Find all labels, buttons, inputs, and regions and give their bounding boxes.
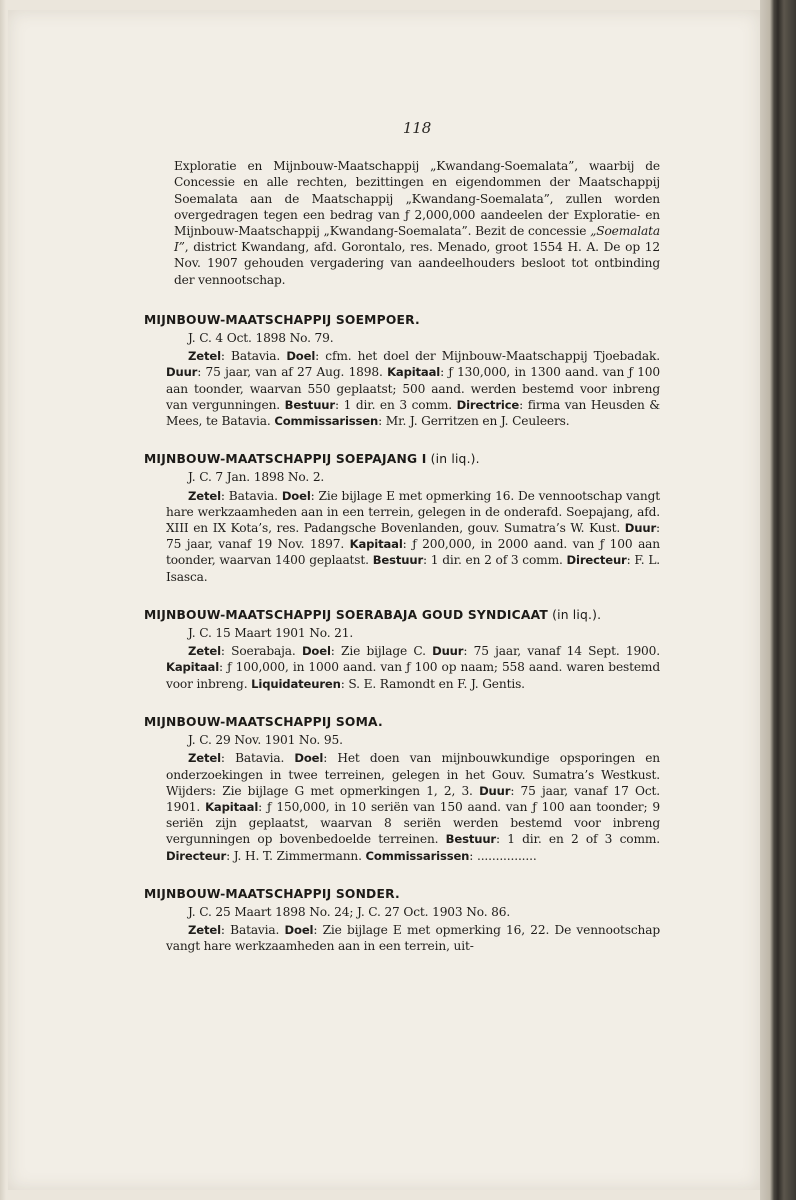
- entry-soma: [144, 714, 660, 864]
- entry-title-main: MIJNBOUW-MAATSCHAPPIJ SOERABAJA GOUD SYNDICAAT: [144, 607, 548, 622]
- entry-jc-reference: J. C. 25 Maart 1898 No. 24; J. C. 27 Oct. 1903 No. 86.: [188, 904, 511, 919]
- label-doel: Doel: [281, 488, 311, 503]
- value-zetel: : Batavia.: [220, 349, 287, 364]
- page-number: 118: [402, 119, 432, 137]
- entry-jc-reference: J. C. 29 Nov. 1901 No. 95.: [188, 733, 343, 748]
- label-zetel: Zetel: [188, 751, 221, 766]
- value-bestuur: : 1 dir. en 2 of 3 comm.: [423, 553, 567, 568]
- entry-soempoer: [144, 312, 661, 429]
- entry-jc-reference: J. C. 7 Jan. 1898 No. 2.: [188, 470, 325, 485]
- entry-title: MIJNBOUW-MAATSCHAPPIJ SOMA.: [144, 714, 383, 729]
- value-duur: : 75 jaar, vanaf 19 Nov. 1897.: [166, 521, 660, 552]
- value-commissarissen: : ................: [469, 848, 537, 863]
- label-bestuur: Bestuur: [445, 832, 496, 847]
- page-content: [144, 119, 661, 977]
- intro-paragraph: [174, 158, 660, 288]
- entry-title-tail: (in liq.).: [426, 452, 480, 467]
- value-kapitaal: : ƒ 150,000, in 10 seriën van 150 aand. van ƒ 100 aan toonder; 9 seriën zijn geplaatst, waarvan 8 seriën werden bestemd voor inbreng vergunningen op bovenbedoelde terreinen.: [166, 799, 660, 847]
- entry-title-main: MIJNBOUW-MAATSCHAPPIJ SOEPAJANG I: [144, 452, 427, 467]
- entry-title: [144, 607, 660, 623]
- entry-body: [166, 348, 660, 429]
- value-zetel: : Batavia.: [220, 751, 295, 766]
- label-doel: Doel: [294, 751, 324, 766]
- label-bestuur: Bestuur: [284, 397, 335, 412]
- label-zetel: Zetel: [188, 644, 221, 659]
- value-zetel: : Batavia.: [220, 923, 285, 938]
- label-kapitaal: Kapitaal: [387, 365, 441, 380]
- label-liquidateuren: Liquidateuren: [251, 676, 341, 691]
- value-directeur: : J. H. T. Zimmermann.: [226, 848, 366, 863]
- label-kapitaal: Kapitaal: [166, 660, 220, 675]
- book-spine: [760, 0, 796, 1200]
- label-commissarissen: Commissarissen: [365, 848, 470, 863]
- entry-sonder: [144, 886, 661, 955]
- label-zetel: Zetel: [188, 488, 221, 503]
- value-duur: : 75 jaar, van af 27 Aug. 1898.: [197, 365, 388, 380]
- label-bestuur: Bestuur: [372, 553, 424, 568]
- entry-jc-reference: J. C. 4 Oct. 1898 No. 79.: [188, 331, 334, 346]
- value-bestuur: : 1 dir. en 2 of 3 comm.: [496, 832, 660, 847]
- intro-text: Exploratie en Mijnbouw-Maatschappij „Kwandang-Soemalata”, waarbij de Concessie en alle rechten, bezittingen en eigendommen der Maatschappij Soemalata aan de Maatschappij „Kwandang-Soemalata”, zullen worden overgedragen tegen een bedrag van ƒ 2,000,000 aandeelen der Exploratie- en Mijnbouw-Maatschappij „Kwandang-Soemalata”. Bezit de concessie: [174, 159, 660, 239]
- label-doel: Doel: [284, 923, 314, 938]
- entry-body: [166, 750, 660, 863]
- label-duur: Duur: [166, 365, 198, 380]
- entry-title-tail: (in liq.).: [547, 607, 602, 622]
- value-doel: : Zie bijlage E met opmerking 16. De vennootschap vangt hare werkzaamheden aan in een terrein, gelegen in de onderafd. Soepajang, afd. XIII en IX Kota’s, res. Padangsche Bovenlanden, gouv. Sumatra’s W. Kust.: [166, 488, 661, 536]
- value-doel: : Het doen van mijnbouwkundige opsporingen en onderzoekingen in twee terreinen, gelegen in het Gouv. Sumatra’s Westkust. Wijders: Zie bijlage G met opmerkingen 1, 2, 3.: [166, 751, 660, 798]
- entry-title: MIJNBOUW-MAATSCHAPPIJ SOEMPOER.: [144, 312, 420, 327]
- label-doel: Doel: [301, 644, 331, 659]
- value-bestuur: : 1 dir. en 3 comm.: [334, 397, 457, 412]
- label-kapitaal: Kapitaal: [349, 537, 403, 552]
- entry-body: [166, 488, 660, 585]
- label-doel: Doel: [286, 349, 316, 364]
- value-directrice: : firma van Heusden & Mees, te Batavia.: [166, 397, 660, 429]
- entry-soerabaja-goud-syndicaat: [144, 607, 660, 692]
- label-duur: Duur: [432, 644, 464, 659]
- label-zetel: Zetel: [188, 923, 221, 938]
- value-kapitaal: : ƒ 200,000, in 2000 aand. van ƒ 100 aan toonder, waarvan 1400 geplaatst.: [166, 537, 660, 568]
- value-doel: : cfm. het doel der Mijnbouw-Maatschappij Tjoebadak.: [315, 349, 660, 364]
- value-directeur: : F. L. Isasca.: [166, 553, 661, 584]
- label-duur: Duur: [479, 783, 511, 798]
- entry-body: [166, 643, 660, 692]
- label-duur: Duur: [624, 521, 657, 536]
- value-kapitaal: : ƒ 130,000, in 1300 aand. van ƒ 100 aan toonder, waarvan 550 geplaatst; 500 aand. werden bestemd voor inbreng van vergunningen.: [166, 365, 661, 412]
- entry-title: [144, 451, 660, 467]
- entry-title: MIJNBOUW-MAATSCHAPPIJ SONDER.: [144, 886, 400, 901]
- label-directeur: Directeur: [566, 553, 627, 568]
- value-liquidateuren: : S. E. Ramondt en F. J. Gentis.: [340, 676, 525, 691]
- entry-jc-reference: J. C. 15 Maart 1901 No. 21.: [188, 626, 354, 641]
- value-commissarissen: : Mr. J. Gerritzen en J. Ceuleers.: [378, 414, 570, 429]
- value-zetel: : Batavia.: [220, 488, 282, 503]
- intro-italic-concession: „Soemalata I”: [174, 224, 660, 255]
- value-doel: : Zie bijlage C.: [330, 644, 433, 659]
- label-directrice: Directrice: [456, 397, 520, 412]
- label-commissarissen: Commissarissen: [274, 414, 379, 429]
- intro-text-continued: , district Kwandang, afd. Gorontalo, res. Menado, groot 1554 H. A. De op 12 Nov. 1907 gehouden vergadering van aandeelhouders besloot tot ontbinding der vennootschap.: [174, 240, 660, 287]
- entry-body: [166, 922, 660, 954]
- label-zetel: Zetel: [188, 349, 221, 364]
- label-directeur: Directeur: [166, 848, 227, 863]
- label-kapitaal: Kapitaal: [205, 799, 259, 814]
- value-doel: : Zie bijlage E met opmerking 16, 22. De vennootschap vangt hare werkzaamheden aan in een terrein, uit-: [166, 923, 661, 954]
- value-zetel: : Soerabaja.: [220, 644, 302, 659]
- value-kapitaal: : ƒ 100,000, in 1000 aand. van ƒ 100 op naam; 558 aand. waren bestemd voor inbreng.: [166, 660, 660, 691]
- value-duur: : 75 jaar, vanaf 14 Sept. 1900.: [463, 644, 660, 659]
- value-duur: : 75 jaar, vanaf 17 Oct. 1901.: [166, 783, 660, 814]
- entry-soepajang: [144, 451, 661, 585]
